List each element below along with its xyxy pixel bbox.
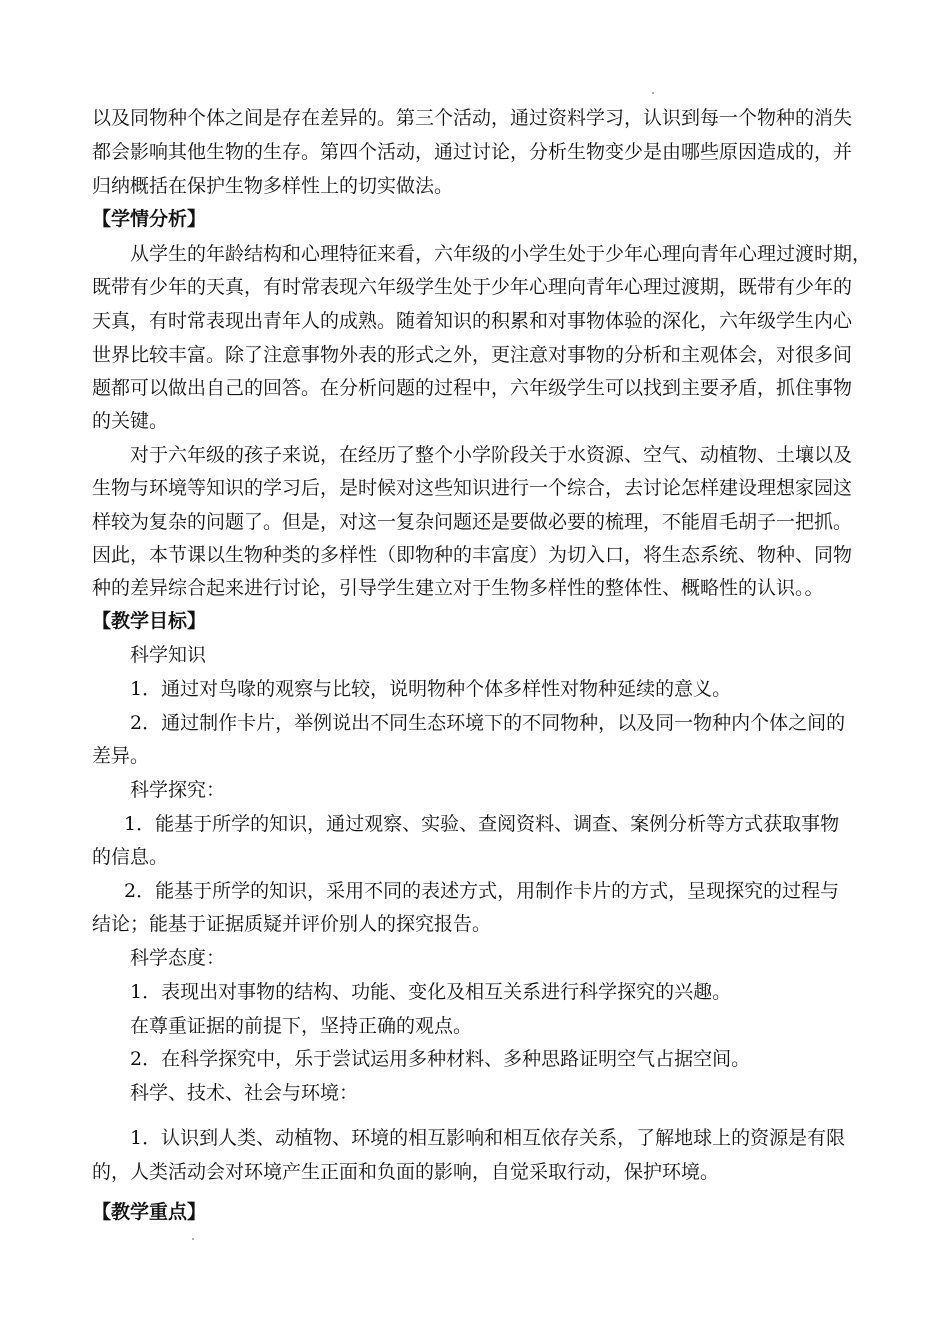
goals-knowledge-title: 科学知识: [130, 644, 207, 666]
analysis-p1-line: 的关键。: [92, 410, 169, 432]
goals-attitude-item-1-cont: 在尊重证据的前提下，坚持正确的观点。: [130, 1015, 473, 1037]
goals-knowledge-item-1: 1．通过对鸟喙的观察与比较，说明物种个体多样性对物种延续的意义。: [130, 678, 732, 700]
analysis-p1-line: 从学生的年龄结构和心理特征来看，六年级的小学生处于少年心理向青年心理过渡时期，: [130, 243, 872, 265]
analysis-p2-line: 对于六年级的孩子来说，在经历了整个小学阶段关于水资源、空气、动植物、土壤以及: [130, 444, 853, 466]
analysis-p1-line: 世界比较丰富。除了注意事物外表的形式之外，更注意对事物的分析和主观体会，对很多间: [92, 344, 853, 366]
analysis-p2-line: 生物与环境等知识的学习后，是时候对这些知识进行一个综合，去讨论怎样建设理想家园这: [92, 477, 853, 499]
analysis-p1-line: 天真，有时常表现出青年人的成熟。随着知识的积累和对事物体验的深化，六年级学生内心: [92, 310, 853, 332]
scan-speck: [192, 1238, 194, 1240]
section-heading-keypoints: 【教学重点】: [92, 1201, 207, 1223]
section-heading-goals: 【教学目标】: [92, 610, 207, 632]
analysis-p2-line: 样较为复杂的问题了。但是，对这一复杂问题还是要做必要的梳理，不能眉毛胡子一把抓。: [92, 511, 853, 533]
intro-line-2: 都会影响其他生物的生存。第四个活动，通过讨论，分析生物变少是由哪些原因造成的，并: [92, 141, 853, 163]
goals-inquiry-item-2: 2．能基于所学的知识，采用不同的表述方式，用制作卡片的方式，呈现探究的过程与: [124, 880, 840, 902]
goals-inquiry-item-1-cont: 的信息。: [92, 846, 169, 868]
analysis-p1-line: 题都可以做出自己的回答。在分析问题的过程中，六年级学生可以找到主要矛盾，抓住事物: [92, 377, 853, 399]
goals-knowledge-item-2-cont: 差异。: [92, 745, 150, 767]
goals-society-title: 科学、技术、社会与环境：: [130, 1082, 359, 1104]
goals-knowledge-item-2: 2．通过制作卡片，举例说出不同生态环境下的不同物种，以及同一物种内个体之间的: [130, 712, 846, 734]
intro-line-1: 以及同物种个体之间是存在差异的。第三个活动，通过资料学习，认识到每一个物种的消失: [92, 107, 853, 129]
analysis-p2-line: 种的差异综合起来进行讨论，引导学生建立对于生物多样性的整体性、概略性的认识。。: [92, 577, 824, 599]
goals-attitude-title: 科学态度：: [130, 947, 226, 969]
scan-speck: [652, 92, 654, 94]
analysis-p1-line: 既带有少年的天真，有时常表现六年级学生处于少年心理向青年心理过渡期，既带有少年的: [92, 276, 853, 298]
analysis-p2-line: 因此，本节课以生物种类的多样性（即物种的丰富度）为切入口，将生态系统、物种、同物: [92, 544, 853, 566]
goals-attitude-item-1: 1．表现出对事物的结构、功能、变化及相互关系进行科学探究的兴趣。: [130, 981, 732, 1003]
goals-inquiry-item-1: 1．能基于所学的知识，通过观察、实验、查阅资料、调查、案例分析等方式获取事物: [124, 813, 840, 835]
goals-attitude-item-2: 2．在科学探究中，乐于尝试运用多种材料、多种思路证明空气占据空间。: [130, 1048, 751, 1070]
goals-inquiry-title: 科学探究：: [130, 779, 226, 801]
intro-line-3: 归纳概括在保护生物多样性上的切实做法。: [92, 175, 454, 197]
goals-society-item-1: 1．认识到人类、动植物、环境的相互影响和相互依存关系，了解地球上的资源是有限: [130, 1127, 846, 1149]
goals-society-item-1-cont: 的，人类活动会对环境产生正面和负面的影响，自觉采取行动，保护环境。: [92, 1161, 720, 1183]
section-heading-analysis: 【学情分析】: [92, 208, 207, 230]
goals-inquiry-item-2-cont: 结论；能基于证据质疑并评价别人的探究报告。: [92, 913, 492, 935]
